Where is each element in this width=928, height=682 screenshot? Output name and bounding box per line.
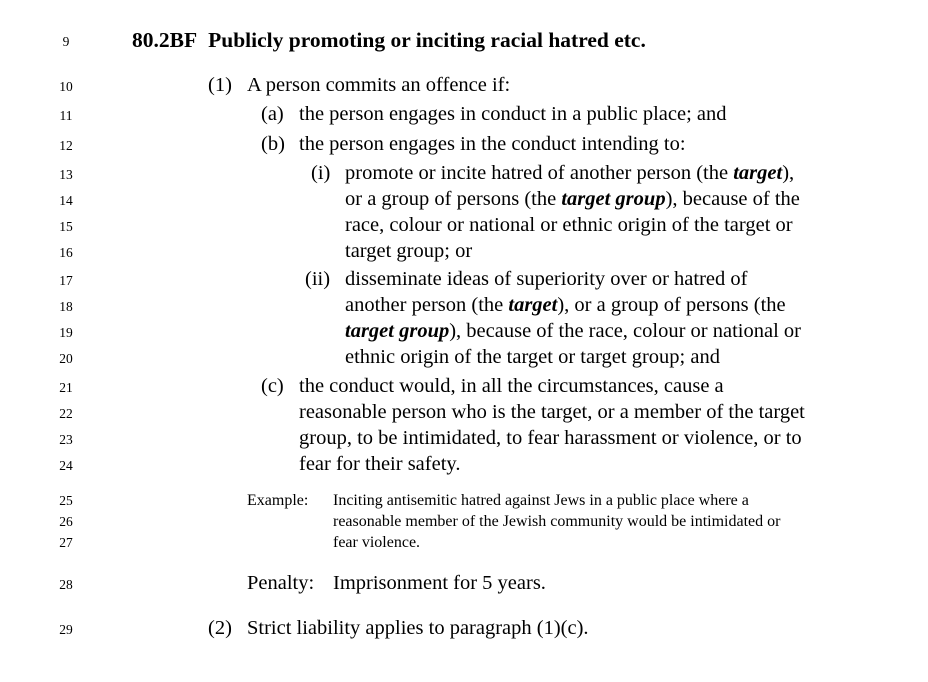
subparagraph-line: race, colour or national or ethnic origin of the target or [345, 214, 793, 236]
line-number: 10 [59, 79, 73, 94]
line-number: 9 [62, 34, 70, 49]
example-label: Example: [247, 492, 309, 509]
paragraph-line: the conduct would, in all the circumstances, cause a [299, 375, 724, 397]
penalty-label: Penalty: [247, 572, 315, 594]
line-number: 19 [59, 325, 73, 340]
example-line: reasonable member of the Jewish community would be intimidated or [333, 513, 781, 530]
example-line: fear violence. [333, 534, 421, 551]
line-number: 27 [59, 535, 73, 550]
line-number: 26 [59, 514, 73, 529]
line-number: 14 [59, 193, 73, 208]
subparagraph-label: (i) [311, 162, 331, 184]
paragraph-label: (a) [261, 103, 284, 125]
paragraph-line: group, to be intimidated, to fear harassment or violence, or to [299, 427, 802, 449]
paragraph-line: fear for their safety. [299, 453, 461, 475]
section-number: 80.2BF [132, 28, 198, 52]
paragraph-text: the person engages in the conduct intending to: [299, 133, 686, 155]
section-heading [132, 28, 646, 52]
line-number: 17 [59, 273, 73, 288]
subparagraph-line: disseminate ideas of superiority over or hatred of [345, 268, 748, 290]
subparagraph-line: promote or incite hatred of another person (the target), [345, 162, 795, 184]
line-number: 18 [59, 299, 73, 314]
line-number: 20 [59, 351, 73, 366]
subsection-label: (2) [208, 617, 232, 639]
line-number: 25 [59, 493, 73, 508]
line-number: 28 [59, 577, 73, 592]
line-number: 22 [59, 406, 73, 421]
subparagraph-line: ethnic origin of the target or target group; and [345, 346, 720, 368]
defined-term: target [733, 162, 783, 184]
subsection-text: A person commits an offence if: [247, 74, 511, 96]
subparagraph-line: target group), because of the race, colour or national or [345, 320, 801, 342]
paragraph-text: the person engages in conduct in a public place; and [299, 103, 727, 125]
subparagraph-line: or a group of persons (the target group), because of the [345, 188, 800, 210]
subsection-label: (1) [208, 74, 232, 96]
defined-term: target [508, 294, 558, 316]
line-number: 13 [59, 167, 73, 182]
subparagraph-line: target group; or [345, 240, 473, 262]
line-number: 23 [59, 432, 73, 447]
paragraph-line: reasonable person who is the target, or a member of the target [299, 401, 805, 423]
line-number: 11 [59, 108, 73, 123]
defined-term: target group [561, 188, 666, 210]
line-number: 12 [59, 138, 73, 153]
line-number: 21 [59, 380, 73, 395]
paragraph-label: (c) [261, 375, 284, 397]
subparagraph-label: (ii) [305, 268, 331, 290]
line-number: 15 [59, 219, 73, 234]
penalty-text: Imprisonment for 5 years. [333, 572, 546, 594]
defined-term: target group [345, 320, 450, 342]
section-title: Publicly promoting or inciting racial hatred etc. [208, 28, 646, 52]
line-number: 29 [59, 622, 73, 637]
subsection-text: Strict liability applies to paragraph (1)(c). [247, 617, 589, 639]
paragraph-label: (b) [261, 133, 285, 155]
line-number: 24 [59, 458, 73, 473]
subparagraph-line: another person (the target), or a group of persons (the [345, 294, 786, 316]
line-number: 16 [59, 245, 73, 260]
example-line: Inciting antisemitic hatred against Jews in a public place where a [333, 492, 749, 509]
